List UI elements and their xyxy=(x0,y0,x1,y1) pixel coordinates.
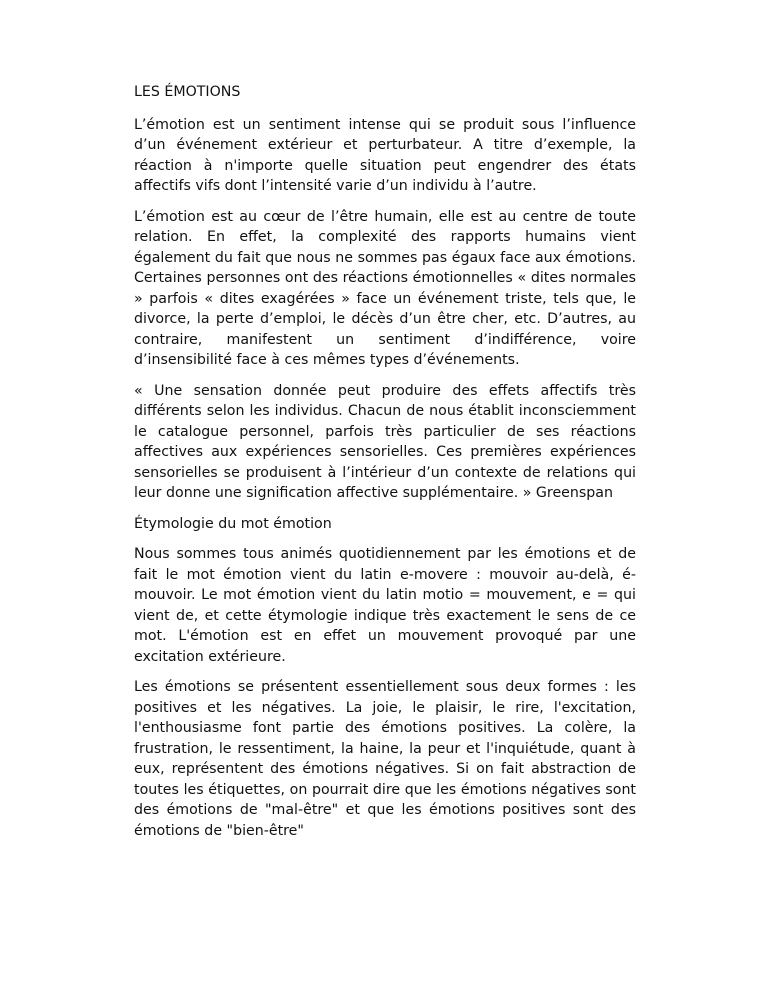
document-title: LES ÉMOTIONS xyxy=(134,84,241,100)
paragraph-definition: L’émotion est un sentiment intense qui se produit sous l’influence d’un événement extérieur et perturbateur. A titre d’exemple, la réaction à n'importe quelle situation peut engendrer des états affectifs vifs dont l’intensité varie d’un individu à l’autre. xyxy=(134,116,636,194)
section-heading-etymology: Étymologie du mot émotion xyxy=(134,515,332,532)
paragraph-human-relations: L’émotion est au cœur de l’être humain, elle est au centre de toute relation. En effet, la complexité des rapports humains vient également du fait que nous ne sommes pas égaux face aux émotions. Certaines personnes ont des réactions émotionnelles « dites normales » parfois « dites exagérées » face un événement triste, tels que, le divorce, la perte d’emploi, le décès d’un être cher, etc. D’autres, au contraire, manifestent un sentiment d’indifférence, voire d’insensibilité face à ces mêmes types d’événements. xyxy=(134,208,636,368)
paragraph-etymology: Nous sommes tous animés quotidiennement par les émotions et de fait le mot émotion vient du latin e-movere : mouvoir au-delà, é-mouvoir. Le mot émotion vient du latin motio = mouvement, e = qui vient de, et cette étymologie indique très exactement le sens de ce mot. L'émotion est en effet un mouvement provoqué par une excitation extérieure. xyxy=(134,546,636,665)
paragraph-greenspan-quote: « Une sensation donnée peut produire des effets affectifs très différents selon les individus. Chacun de nous établit inconsciemment le catalogue personnel, parfois très particulier de ses réactions affectives aux expériences sensorielles. Ces premières expériences sensorielles se produisent à l’intérieur d’un contexte de relations qui leur donne une signification affective supplémentaire. » Greenspan xyxy=(134,382,636,501)
paragraph-emotion-forms: Les émotions se présentent essentiellement sous deux formes : les positives et les négatives. La joie, le plaisir, le rire, l'excitation, l'enthousiasme font partie des émotions positives. La colère, la frustration, le ressentiment, la haine, la peur et l'inquiétude, quant à eux, représentent des émotions négatives. Si on fait abstraction de toutes les étiquettes, on pourrait dire que les émotions négatives sont des émotions de "mal-être" et que les émotions positives sont des émotions de "bien-être" xyxy=(134,679,636,839)
document-page xyxy=(134,82,636,851)
